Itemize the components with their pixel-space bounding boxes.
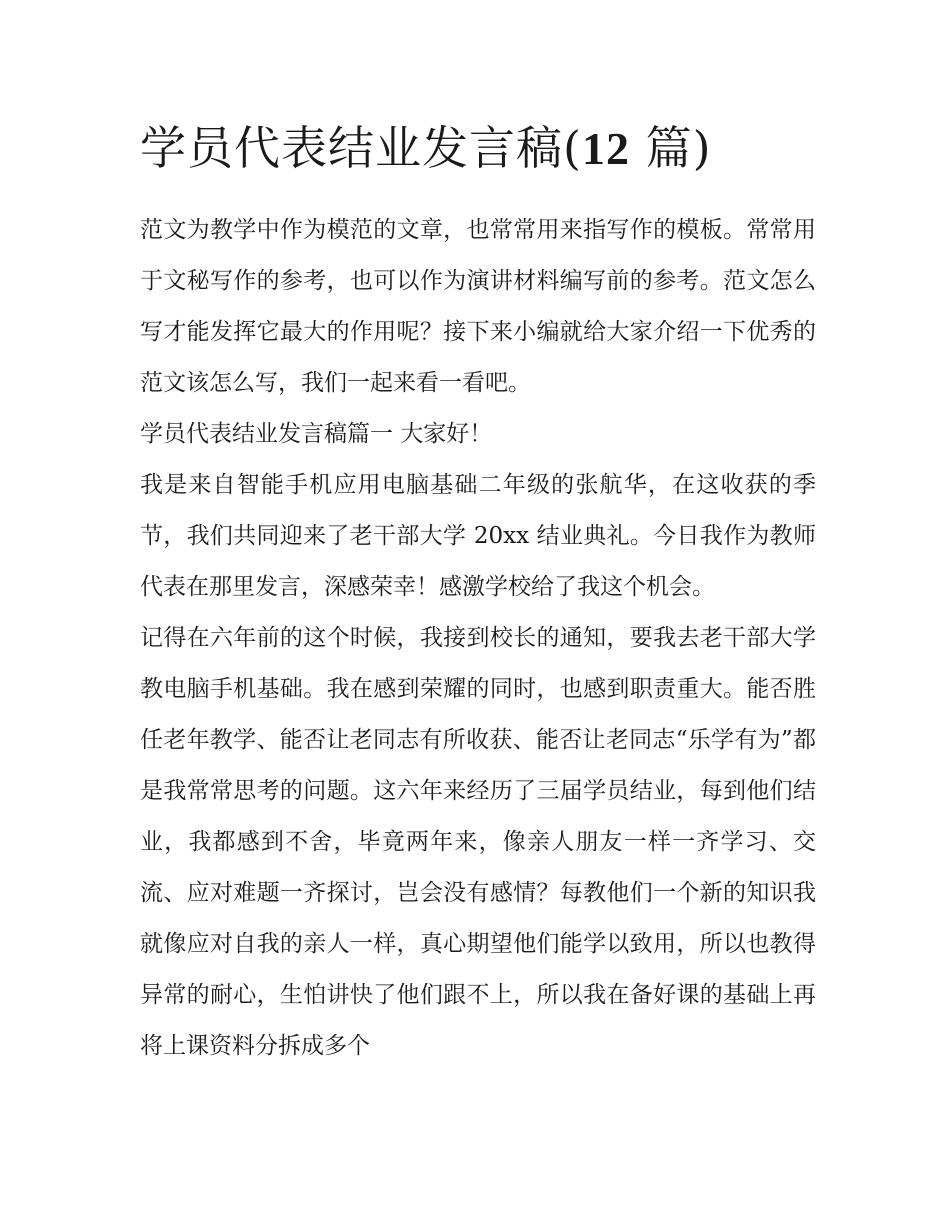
section-heading-paragraph: 学员代表结业发言稿篇一 大家好！ [140, 421, 493, 447]
document-title [140, 112, 816, 185]
title-number: 12 [581, 123, 630, 174]
body-paragraph-2: 记得在六年前的这个时候，我接到校长的通知，要我去老干部大学教电脑手机基础。我在感到荣耀的同时，也感到职责重大。能否胜任老年教学、能否让老同志有所收获、能否让老同志“乐学有为”都是我常常思考的问题。这六年来经历了三届学员结业，每到他们结业，我都感到不舍，毕竟两年来，像亲人朋友一样一齐学习、交流、应对难题一齐探讨，岂会没有感情？每教他们一个新的知识我就像应对自我的亲人一样，真心期望他们能学以致用，所以也教得异常的耐心，生怕讲快了他们跟不上，所以我在备好课的基础上再将上课资料分拆成多个 [140, 625, 816, 1059]
document-body [140, 112, 816, 1072]
body-paragraph-1: 我是来自智能手机应用电脑基础二年级的张航华，在这收获的季节，我们共同迎来了老干部大学 20xx 结业典礼。今日我作为教师代表在那里发言，深感荣幸！感激学校给了我这个机会。 [140, 472, 816, 600]
title-main: 学员代表结业发言稿( [140, 121, 582, 175]
title-end: 篇) [629, 121, 712, 175]
intro-paragraph: 范文为教学中作为模范的文章，也常常用来指写作的模板。常常用于文秘写作的参考，也可以作为演讲材料编写前的参考。范文怎么写才能发挥它最大的作用呢？接下来小编就给大家介绍一下优秀的范文该怎么写，我们一起来看一看吧。 [140, 217, 816, 396]
